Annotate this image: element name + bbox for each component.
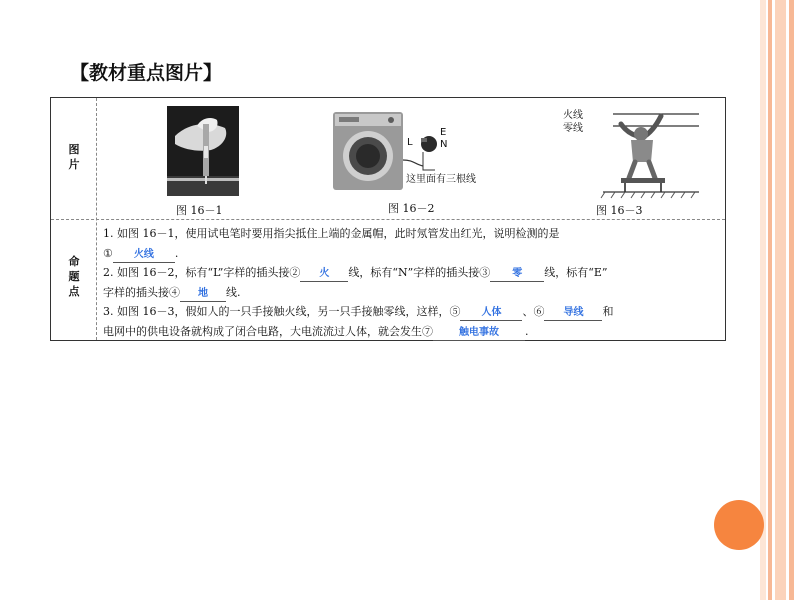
answer-blank-6: 导线 (544, 306, 602, 321)
answer-blank-1: 火线 (113, 248, 175, 263)
point-2-line-1: 2. 如图 16－2，标有“L”字样的插头接② 火 线，标有“N”字样的插头接③ 零 线，标有“E” (103, 263, 723, 283)
answer-blank-2: 火 (300, 267, 348, 282)
answer-blank-4: 地 (180, 287, 226, 302)
plug-pin-e-label: E (440, 127, 447, 138)
live-wire-label: 火线 (563, 110, 583, 121)
decor-stripe-2 (768, 0, 772, 600)
figure-3-caption: 图 16－3 (596, 204, 643, 217)
exam-points (103, 224, 723, 341)
answer-blank-5: 人体 (460, 306, 522, 321)
figure-2-caption: 图 16－2 (388, 202, 435, 215)
plug-pin-n-label: N (440, 139, 448, 150)
section-heading: 【教材重点图片】 (70, 62, 223, 84)
plug-pin-l-label: L (407, 137, 413, 148)
figure-test-pen (167, 106, 239, 196)
point-1-line-1: 1. 如图 16－1，使用试电笔时要用指尖抵住上端的金属帽，此时氖管发出红光，说明检测的是 (103, 227, 560, 240)
decor-stripe-4 (789, 0, 794, 600)
knowledge-table (50, 97, 726, 341)
figure-1-caption: 图 16－1 (176, 204, 223, 217)
figure-electric-shock (591, 104, 701, 200)
point-1-line-2: ① 火线 . (103, 244, 723, 264)
three-wires-callout: 这里面有三根线 (406, 174, 476, 185)
row-label-exam-point: 命 题 点 (68, 255, 80, 298)
point-2-line-2: 字样的插头接④ 地 线. (103, 283, 723, 303)
answer-blank-7: 触电事故 (433, 326, 525, 341)
point-3-line-1: 3. 如图 16－3，假如人的一只手接触火线，另一只手接触零线，这样，⑤ 人体 、⑥ 导线 和 (103, 302, 723, 322)
point-3-line-2: 电网中的供电设备就构成了闭合电路，大电流流过人体，就会发生⑦ 触电事故 . (103, 322, 723, 342)
row-divider (51, 219, 725, 220)
decor-stripe-1 (760, 0, 766, 600)
row-label-picture: 图 片 (68, 143, 80, 171)
decor-stripe-3 (775, 0, 786, 600)
answer-blank-3: 零 (490, 267, 544, 282)
decor-orange-circle (714, 500, 764, 550)
neutral-wire-label: 零线 (563, 123, 583, 134)
